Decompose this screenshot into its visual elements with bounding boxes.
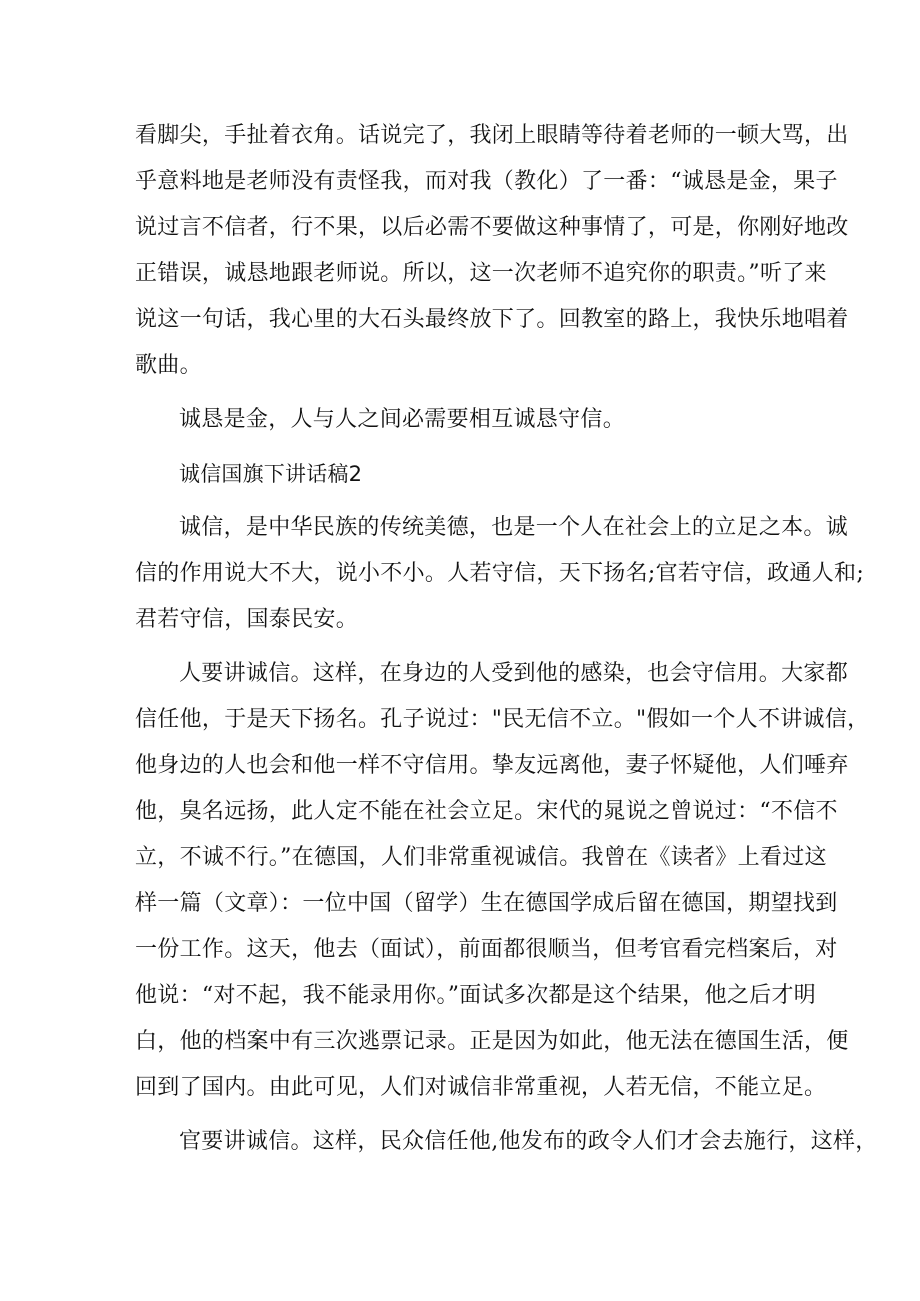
text-line: 诚信，是中华民族的传统美德，也是一个人在社会上的立足之本。诚 <box>179 515 849 540</box>
text-line: 他身边的人也会和他一样不守信用。挚友远离他，妻子怀疑他，人们唾弃 <box>135 753 849 778</box>
heading-text: 诚信国旗下讲话稿2 <box>179 462 363 486</box>
text-line: 歌曲。 <box>135 353 202 378</box>
section-heading <box>135 451 795 497</box>
text-line: 他，臭名远扬，此人定不能在社会立足。宋代的晁说之曾说过：“不信不 <box>135 799 838 824</box>
text-line: 信的作用说大不大，说小不小。人若守信，天下扬名;官若守信，政通人和; <box>135 561 865 586</box>
paragraph-officials-honesty <box>135 1119 878 1165</box>
paragraph-intro <box>135 505 865 643</box>
text-line: 诚恳是金，人与人之间必需要相互诚恳守信。 <box>179 407 626 432</box>
text-line: 正错误，诚恳地跟老师说。所以，这一次老师不追究你的职责。”听了来 <box>135 261 827 286</box>
text-line: 立，不诚不行。”在德国，人们非常重视诚信。我曾在《读者》上看过这 <box>135 845 827 870</box>
text-line: 君若守信，国泰民安。 <box>135 607 359 632</box>
text-line: 人要讲诚信。这样，在身边的人受到他的感染，也会守信用。大家都 <box>179 661 849 686</box>
text-line: 乎意料地是老师没有责怪我，而对我（教化）了一番：“诚恳是金，果子 <box>135 169 838 194</box>
text-line: 回到了国内。由此可见，人们对诚信非常重视，人若无信，不能立足。 <box>135 1075 827 1100</box>
text-line: 他说：“对不起，我不能录用你。”面试多次都是这个结果，他之后才明 <box>135 983 817 1008</box>
text-line: 白，他的档案中有三次逃票记录。正是因为如此，他无法在德国生活，便 <box>135 1029 849 1054</box>
text-line: 看脚尖，手扯着衣角。话说完了，我闭上眼睛等待着老师的一顿大骂，出 <box>135 123 849 148</box>
text-line: 官要讲诚信。这样，民众信任他,他发布的政令人们才会去施行，这样， <box>179 1129 878 1154</box>
text-line: 说这一句话，我心里的大石头最终放下了。回教室的路上，我快乐地唱着 <box>135 307 849 332</box>
paragraph-people-honesty <box>135 651 870 1111</box>
text-line: 信任他，于是天下扬名。孔子说过："民无信不立。"假如一个人不讲诚信， <box>135 707 870 732</box>
text-line: 样一篇（文章）：一位中国（留学）生在德国学成后留在德国，期望找到 <box>135 891 838 916</box>
text-line: 一份工作。这天，他去（面试），前面都很顺当，但考官看完档案后，对 <box>135 937 838 962</box>
document-body <box>135 113 878 1165</box>
paragraph-conclusion <box>135 397 795 443</box>
paragraph-story-continuation <box>135 113 849 389</box>
text-line: 说过言不信者，行不果，以后必需不要做这种事情了，可是，你刚好地改 <box>135 215 849 240</box>
